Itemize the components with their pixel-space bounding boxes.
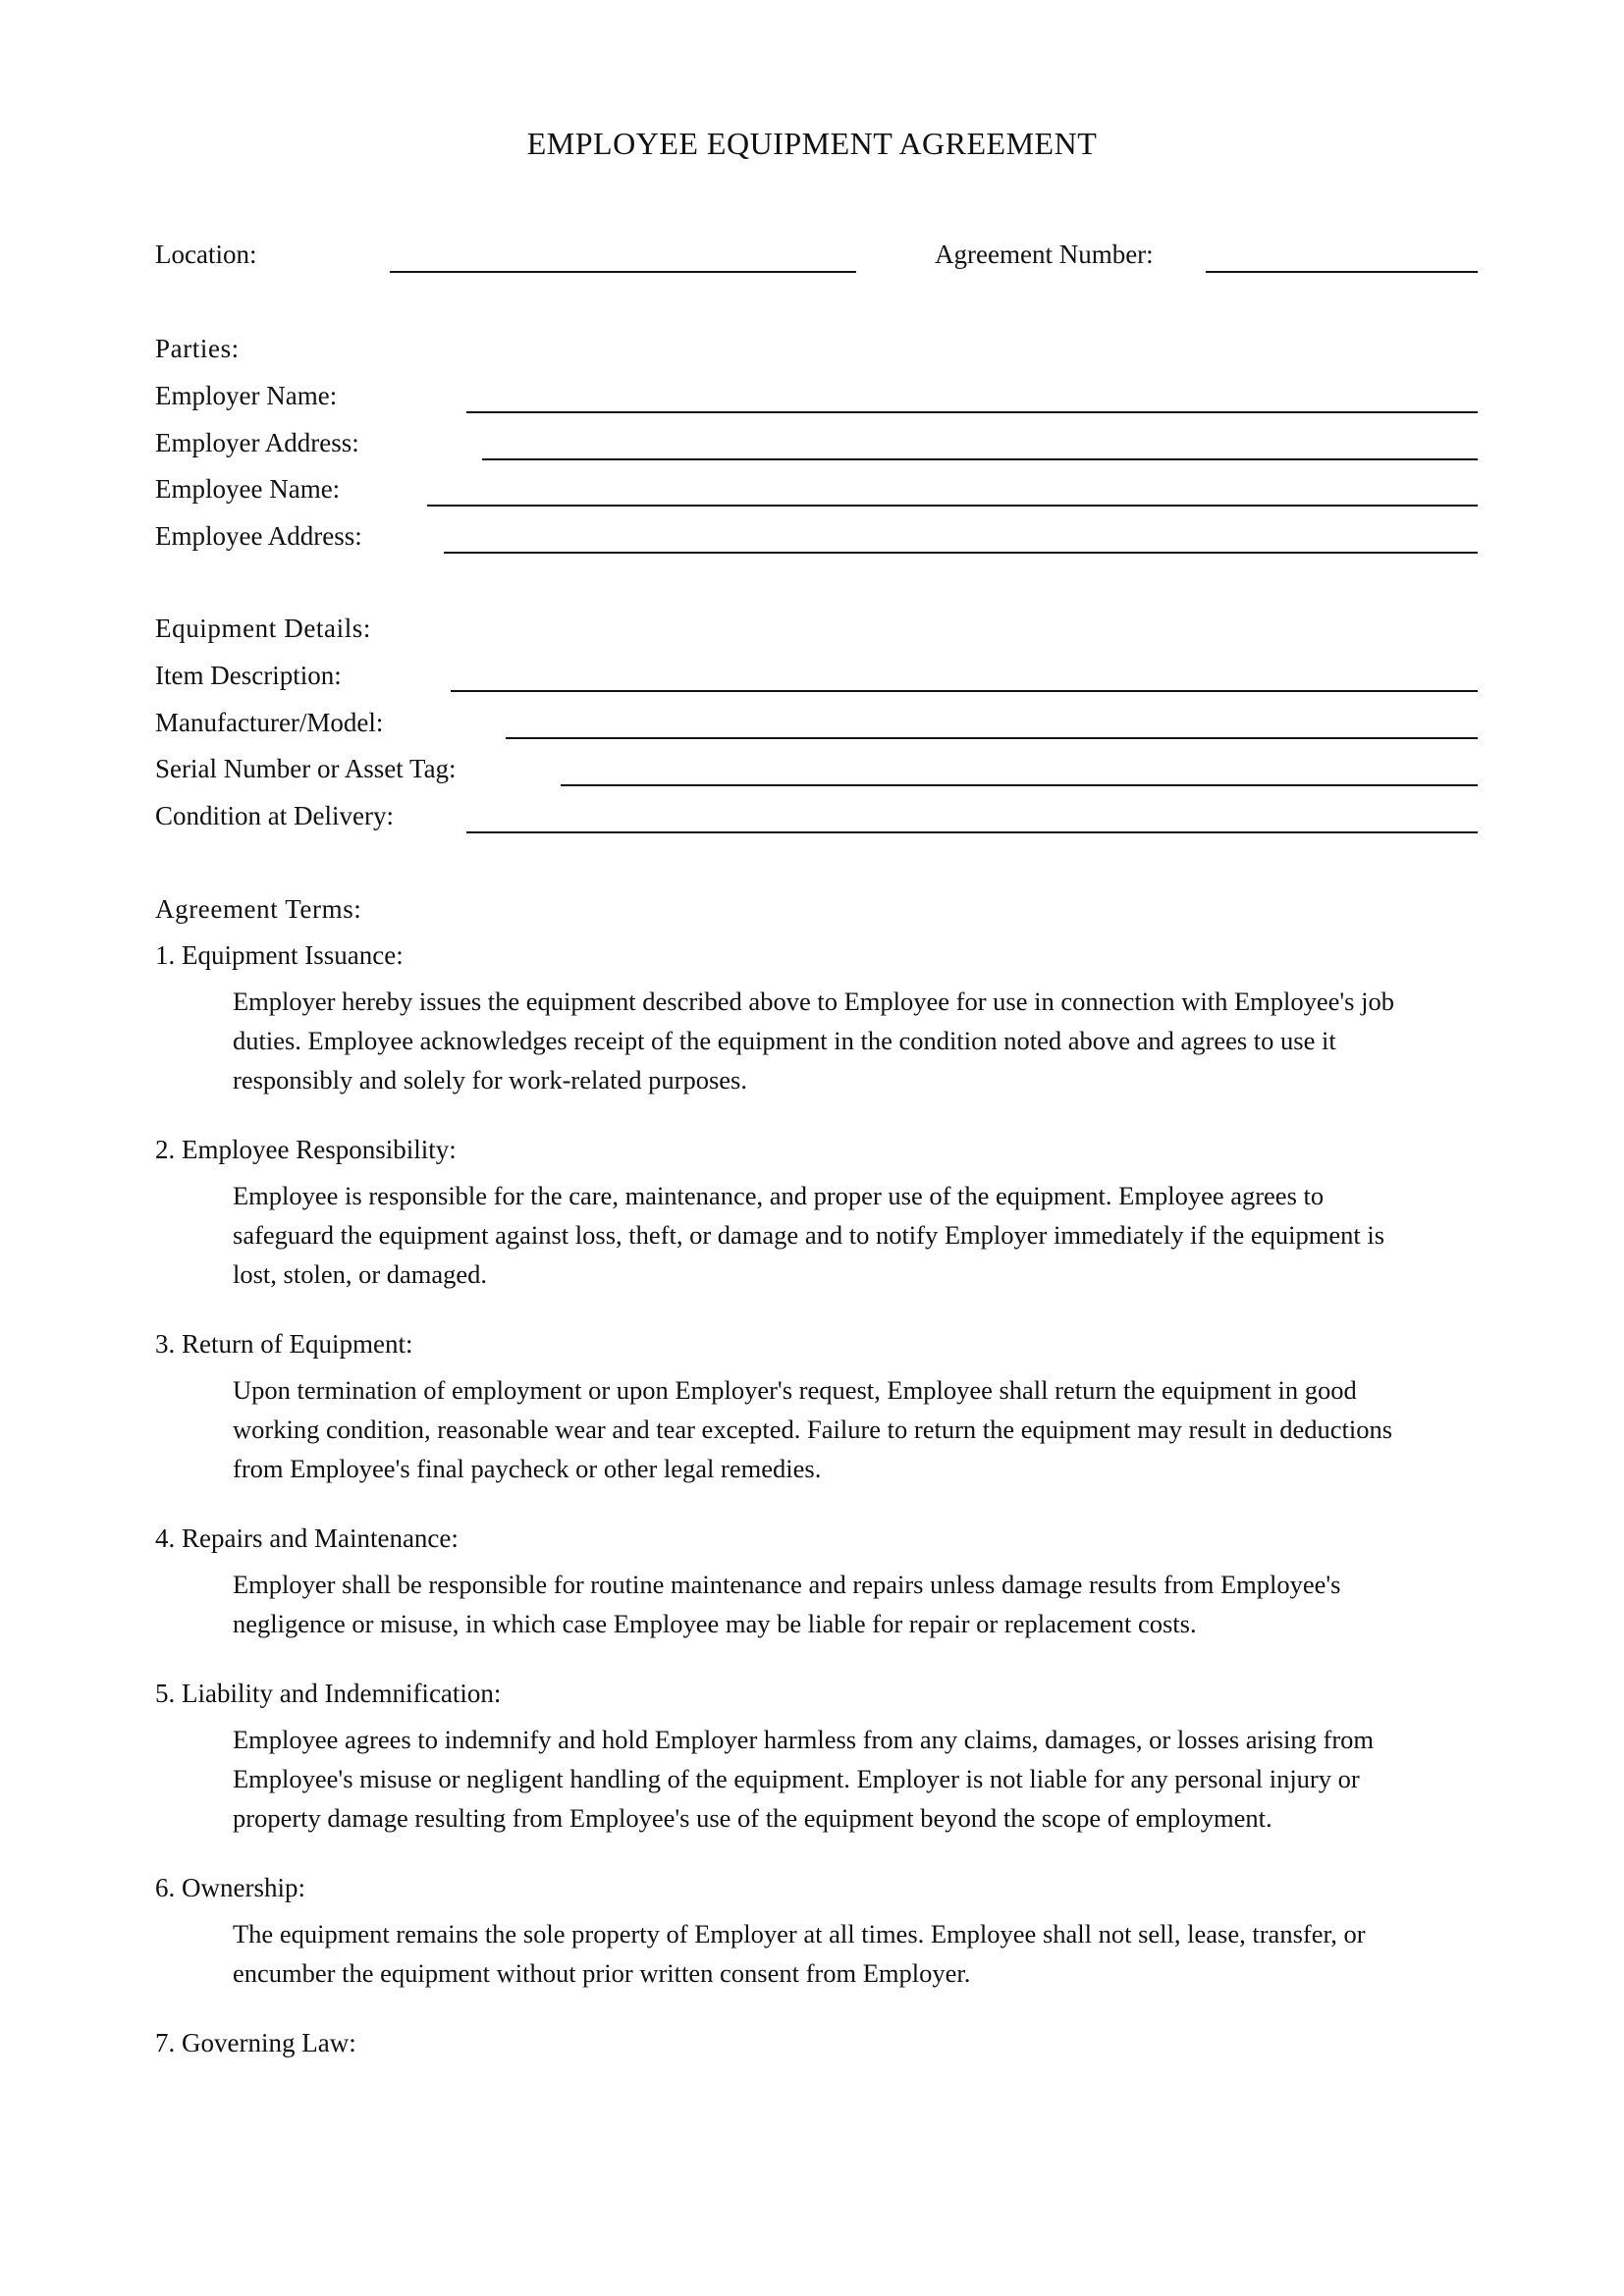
employee-name-field[interactable]	[427, 505, 1478, 507]
term-title: 2. Employee Responsibility:	[155, 1135, 457, 1164]
location-field[interactable]	[390, 271, 856, 273]
term-line: duties. Employee acknowledges receipt of the equipment in the condition noted above and agrees to use it	[233, 1026, 1336, 1055]
equipment-details-heading: Equipment Details:	[155, 614, 372, 643]
employer-address-field[interactable]	[482, 458, 1478, 460]
term-line: Upon termination of employment or upon Employer's request, Employee shall return the equipment in good	[233, 1375, 1357, 1405]
term-line: lost, stolen, or damaged.	[233, 1259, 488, 1289]
manufacturer-model-label: Manufacturer/Model:	[155, 708, 384, 737]
condition-field[interactable]	[466, 831, 1478, 833]
term-line: from Employee's final paycheck or other legal remedies.	[233, 1454, 822, 1483]
serial-number-label: Serial Number or Asset Tag:	[155, 754, 457, 783]
term-title: 1. Equipment Issuance:	[155, 940, 404, 970]
item-description-label: Item Description:	[155, 661, 342, 690]
employer-address-label: Employer Address:	[155, 428, 359, 457]
item-description-field[interactable]	[451, 690, 1478, 692]
term-title: 4. Repairs and Maintenance:	[155, 1523, 459, 1553]
employee-address-field[interactable]	[444, 552, 1478, 554]
document-title: EMPLOYEE EQUIPMENT AGREEMENT	[526, 126, 1098, 161]
employer-name-field[interactable]	[466, 411, 1478, 413]
manufacturer-model-field[interactable]	[506, 737, 1478, 739]
term-body	[233, 1176, 1489, 1294]
term-title: 5. Liability and Indemnification:	[155, 1679, 502, 1708]
agreement-number-field[interactable]	[1206, 271, 1478, 273]
parties-heading: Parties:	[155, 334, 240, 363]
employee-address-label: Employee Address:	[155, 521, 362, 551]
employee-name-label: Employee Name:	[155, 474, 341, 504]
term-line: safeguard the equipment against loss, theft, or damage and to notify Employer immediately if the equipment is	[233, 1220, 1385, 1250]
term-line: responsibly and solely for work-related purposes.	[233, 1065, 747, 1095]
term-title: 6. Ownership:	[155, 1873, 305, 1902]
term-line: Employee's misuse or negligent handling of the equipment. Employer is not liable for any personal injury or	[233, 1764, 1360, 1793]
term-body	[233, 1720, 1489, 1838]
term-line: negligence or misuse, in which case Employee may be liable for repair or replacement costs.	[233, 1609, 1197, 1638]
agreement-terms-heading: Agreement Terms:	[155, 894, 362, 924]
term-body	[233, 1914, 1489, 1993]
serial-number-field[interactable]	[561, 784, 1478, 786]
term-line: property damage resulting from Employee's use of the equipment beyond the scope of employment.	[233, 1803, 1272, 1833]
employer-name-label: Employer Name:	[155, 381, 338, 410]
location-label: Location:	[155, 240, 257, 269]
term-line: working condition, reasonable wear and tear excepted. Failure to return the equipment may result in deductions	[233, 1415, 1393, 1444]
term-line: Employer hereby issues the equipment described above to Employee for use in connection with Employee's job	[233, 987, 1394, 1016]
term-line: Employee is responsible for the care, maintenance, and proper use of the equipment. Employee agrees to	[233, 1181, 1325, 1210]
term-line: The equipment remains the sole property of Employer at all times. Employee shall not sell, lease, transfer, or	[233, 1919, 1366, 1949]
term-title: 7. Governing Law:	[155, 2028, 356, 2057]
term-body	[233, 1370, 1489, 1488]
term-body	[233, 982, 1489, 1099]
term-line: encumber the equipment without prior written consent from Employer.	[233, 1958, 971, 1988]
agreement-number-label: Agreement Number:	[935, 240, 1154, 269]
term-line: Employee agrees to indemnify and hold Employer harmless from any claims, damages, or losses arising from	[233, 1725, 1375, 1754]
condition-label: Condition at Delivery:	[155, 801, 394, 830]
term-line: Employer shall be responsible for routine maintenance and repairs unless damage results from Employee's	[233, 1570, 1341, 1599]
term-title: 3. Return of Equipment:	[155, 1329, 413, 1359]
term-body	[233, 1565, 1489, 1643]
